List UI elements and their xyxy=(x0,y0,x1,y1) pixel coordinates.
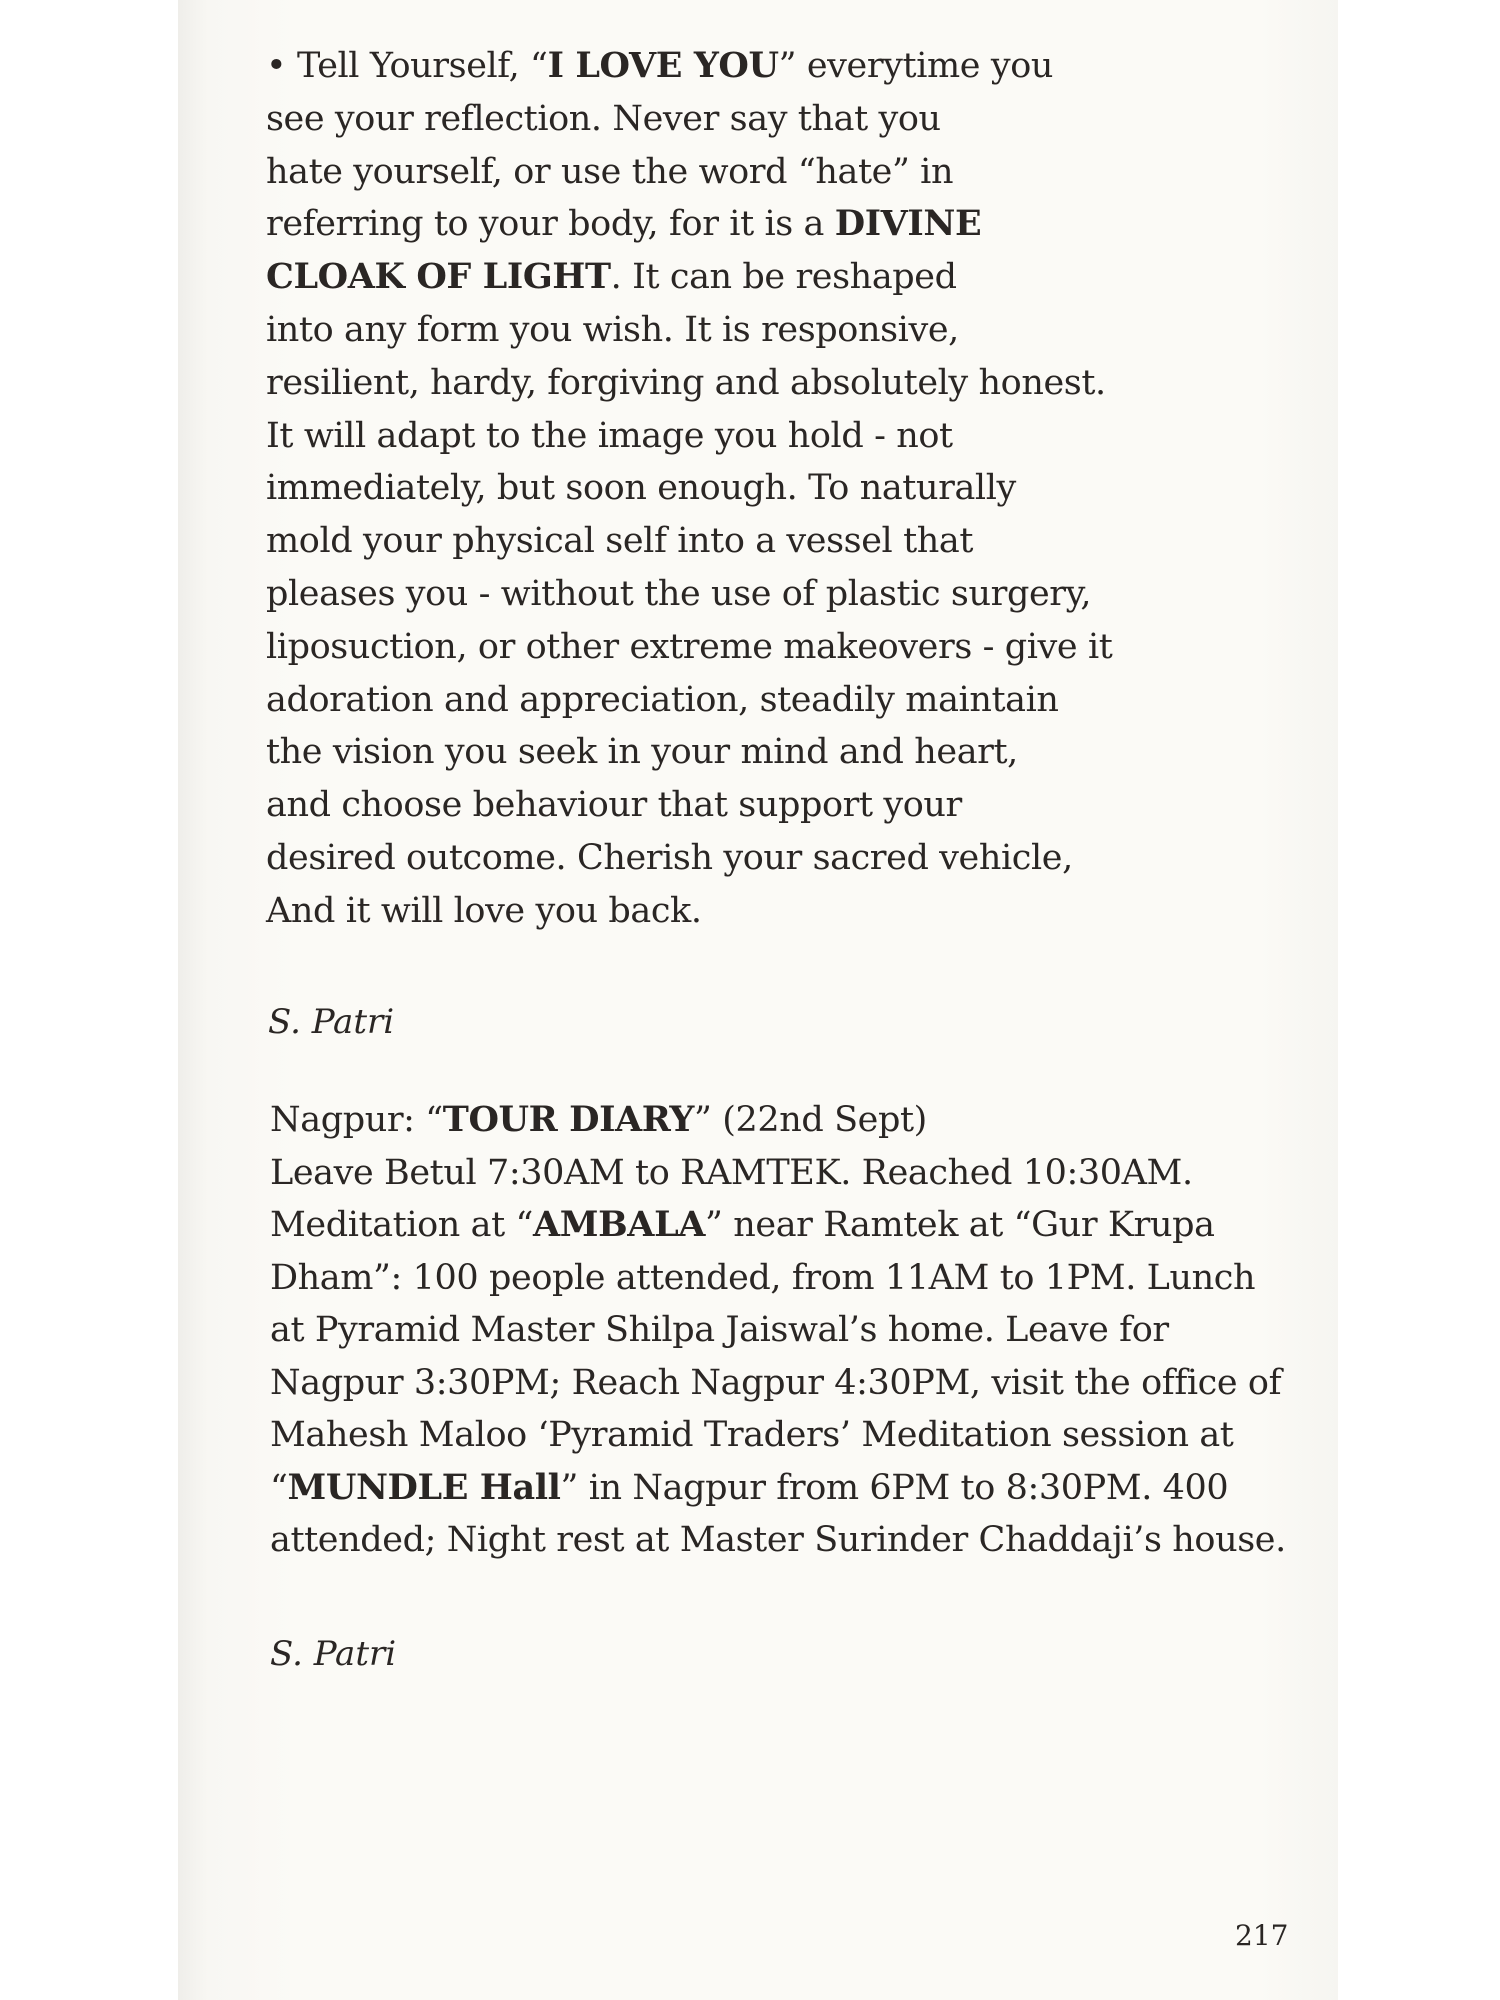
paragraph-line: see your reflection. Never say that you xyxy=(266,98,941,139)
diary-line: “MUNDLE Hall” in Nagpur from 6PM to 8:30PM. 400 xyxy=(270,1466,1229,1508)
tour-diary-paragraph xyxy=(270,1094,1286,1567)
diary-line: Nagpur 3:30PM; Reach Nagpur 4:30PM, visit the office of xyxy=(270,1362,1282,1403)
diary-line: at Pyramid Master Shilpa Jaiswal’s home. Leave for xyxy=(270,1310,1169,1350)
paragraph-line: into any form you wish. It is responsive, xyxy=(266,309,959,350)
paragraph-line: hate yourself, or use the word “hate” in xyxy=(266,151,954,192)
signature-2: S. Patri xyxy=(270,1634,397,1674)
paragraph-line: and choose behaviour that support your xyxy=(266,785,962,826)
paragraph-line: mold your physical self into a vessel that xyxy=(266,521,974,562)
diary-line: Leave Betul 7:30AM to RAMTEK. Reached 10:30AM. xyxy=(270,1152,1193,1193)
page-number: 217 xyxy=(1235,1919,1289,1952)
diary-line: Dham”: 100 people attended, from 11AM to 1PM. Lunch xyxy=(270,1257,1256,1298)
paragraph-line: And it will love you back. xyxy=(266,890,702,931)
diary-line: Nagpur: “TOUR DIARY” (22nd Sept) xyxy=(270,1099,927,1140)
paragraph-line: desired outcome. Cherish your sacred vehicle, xyxy=(266,837,1073,878)
diary-line: attended; Night rest at Master Surinder Chaddaji’s house. xyxy=(270,1520,1286,1560)
paragraph-line: immediately, but soon enough. To naturally xyxy=(266,468,1016,509)
paragraph-line: • Tell Yourself, “I LOVE YOU” everytime you xyxy=(266,45,1054,86)
paragraph-line: It will adapt to the image you hold - not xyxy=(266,415,953,456)
paragraph-line: adoration and appreciation, steadily maintain xyxy=(266,679,1059,720)
paragraph-line: pleases you - without the use of plastic surgery, xyxy=(266,573,1092,614)
diary-line: Mahesh Maloo ‘Pyramid Traders’ Meditation session at xyxy=(270,1415,1234,1455)
diary-line: Meditation at “AMBALA” near Ramtek at “Gur Krupa xyxy=(270,1204,1215,1245)
paragraph-line: CLOAK OF LIGHT. It can be reshaped xyxy=(266,256,957,298)
paragraph-line: the vision you seek in your mind and heart, xyxy=(266,732,1018,773)
paragraph-line: resilient, hardy, forgiving and absolutely honest. xyxy=(266,362,1106,403)
love-yourself-paragraph xyxy=(266,40,1112,938)
paragraph-line: liposuction, or other extreme makeovers - give it xyxy=(266,626,1113,667)
paragraph-line: referring to your body, for it is a DIVINE xyxy=(266,203,982,245)
signature-1: S. Patri xyxy=(268,1002,395,1042)
